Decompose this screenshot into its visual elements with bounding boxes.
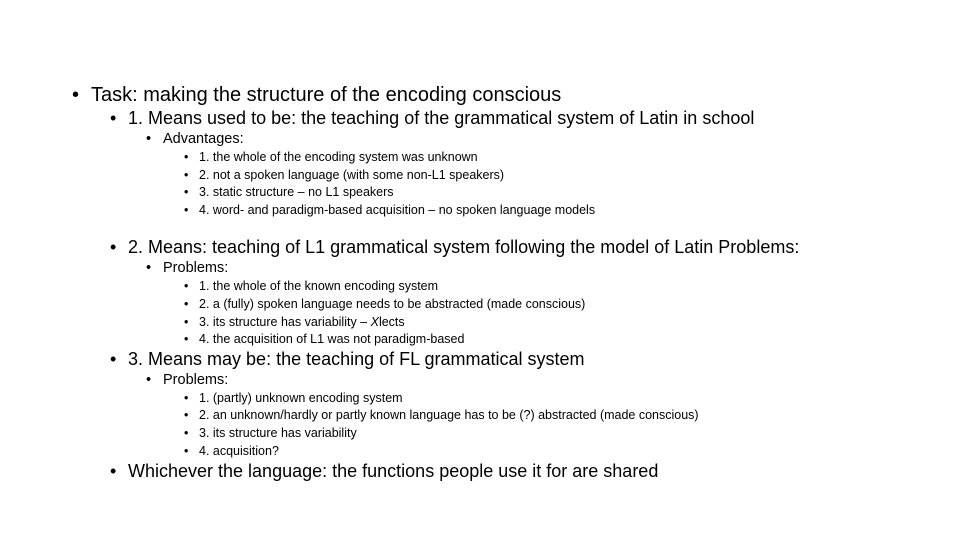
bullet: • [184,168,189,182]
problem-item: 4. the acquisition of L1 was not paradigm-based [199,332,465,346]
bullet: • [184,332,189,346]
bullet: • [146,131,152,147]
means-1: 1. Means used to be: the teaching of the grammatical system of Latin in school [128,108,755,128]
problem-item [199,315,405,329]
bullet: • [146,372,152,388]
problem-item: 2. a (fully) spoken language needs to be abstracted (made conscious) [199,297,586,311]
bullet: • [184,444,189,458]
bullet: • [110,108,117,128]
bullet: • [184,315,189,329]
means-3: 3. Means may be: the teaching of FL grammatical system [128,349,585,369]
means-2: 2. Means: teaching of L1 grammatical system following the model of Latin Problems: [128,237,800,257]
advantage-item: 2. not a spoken language (with some non-L1 speakers) [199,168,505,182]
bullet: • [184,297,189,311]
problem-item: 3. its structure has variability [199,426,357,440]
whichever-line: Whichever the language: the functions people use it for are shared [128,461,659,481]
problem-item: 4. acquisition? [199,444,279,458]
problem-text: 3. its structure has variability – [199,315,371,329]
problems-label: Problems: [163,260,229,276]
bullet: • [184,408,189,422]
bullet: • [110,461,117,481]
bullet: • [184,426,189,440]
bullet: • [184,150,189,164]
task-heading: Task: making the structure of the encoding conscious [91,84,562,106]
bullet: • [146,260,152,276]
xlects-rest: lects [378,315,405,329]
problem-item: 2. an unknown/hardly or partly known language has to be (?) abstracted (made conscious) [199,408,699,422]
bullet: • [110,349,117,369]
bullet: • [184,279,189,293]
advantage-item: 1. the whole of the encoding system was unknown [199,150,478,164]
problem-item: 1. the whole of the known encoding system [199,279,439,293]
problem-item: 1. (partly) unknown encoding system [199,391,403,405]
bullet: • [110,237,117,257]
advantages-label: Advantages: [163,131,244,147]
bullet: • [184,185,189,199]
bullet: • [184,391,189,405]
advantage-item: 3. static structure – no L1 speakers [199,185,394,199]
advantage-item: 4. word- and paradigm-based acquisition – no spoken language models [199,203,596,217]
xlects-x: X [370,315,379,329]
bullet: • [184,203,189,217]
problems-label: Problems: [163,372,229,388]
bullet: • [72,84,80,106]
